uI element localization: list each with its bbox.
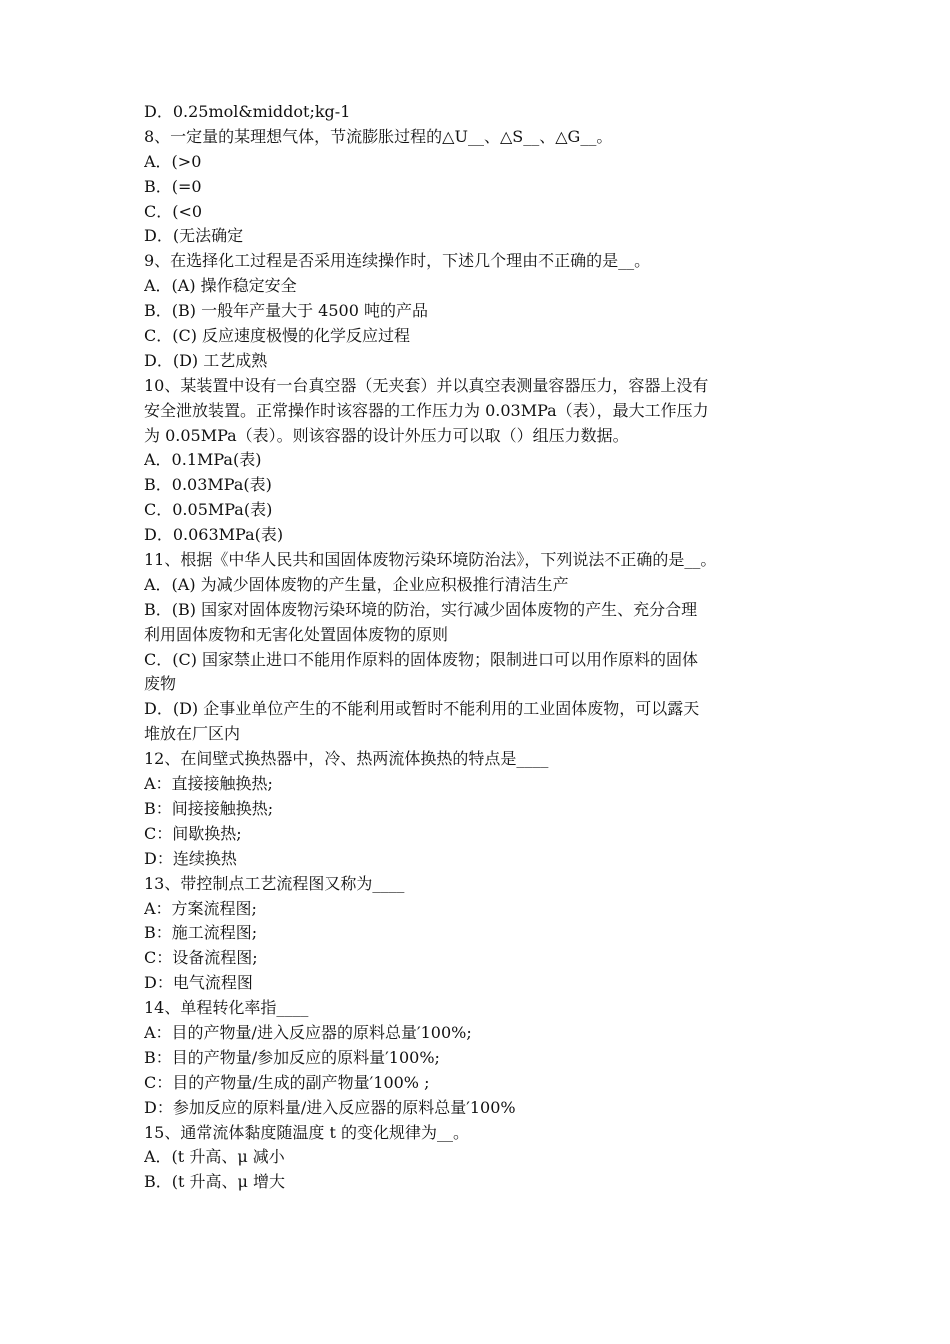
question-13: 13、带控制点工艺流程图又称为____ bbox=[144, 873, 405, 893]
option-line: B．(=0 bbox=[144, 176, 202, 196]
option-line: A．0.1MPa(表) bbox=[144, 450, 262, 470]
option-line: D．(D) 工艺成熟 bbox=[144, 350, 268, 370]
option-line: B：间接接触换热; bbox=[144, 798, 274, 818]
question-14: 14、单程转化率指____ bbox=[144, 998, 309, 1018]
question-9: 9、在选择化工过程是否采用连续操作时，下述几个理由不正确的是__。 bbox=[144, 251, 651, 271]
option-line: A．(A) 操作稳定安全 bbox=[144, 276, 297, 296]
option-line: B：施工流程图; bbox=[144, 923, 258, 943]
option-line-cont: 利用固体废物和无害化处置固体废物的原则 bbox=[144, 624, 449, 644]
option-line: C．(C) 国家禁止进口不能用作原料的固体废物；限制进口可以用作原料的固体 bbox=[144, 649, 699, 669]
option-line: B．0.03MPa(表) bbox=[144, 475, 272, 495]
option-line: C：间歇换热; bbox=[144, 823, 242, 843]
text-line: D．0.25mol&middot;kg-1 bbox=[144, 102, 351, 121]
question-15: 15、通常流体黏度随温度 t 的变化规律为__。 bbox=[144, 1122, 469, 1142]
option-line: D：电气流程图 bbox=[144, 973, 253, 993]
option-line: A．(>0 bbox=[144, 151, 202, 171]
document-body bbox=[144, 100, 819, 1195]
option-line: D：参加反应的原料量/进入反应器的原料总量′100% bbox=[144, 1097, 516, 1117]
option-line: B．(t 升高、μ 增大 bbox=[144, 1172, 286, 1192]
option-line: A：目的产物量/进入反应器的原料总量′100%; bbox=[144, 1022, 472, 1042]
question-10-cont: 安全泄放装置。正常操作时该容器的工作压力为 0.03MPa（表），最大工作压力 bbox=[144, 400, 709, 420]
option-line: B：目的产物量/参加反应的原料量′100%; bbox=[144, 1047, 440, 1067]
option-line: C．(C) 反应速度极慢的化学反应过程 bbox=[144, 326, 411, 346]
option-line-cont: 废物 bbox=[144, 674, 177, 694]
question-11: 11、根据《中华人民共和国固体废物污染环境防治法》，下列说法不正确的是__。 bbox=[144, 550, 717, 570]
option-line: B．(B) 国家对固体废物污染环境的防治，实行减少固体废物的产生、充分合理 bbox=[144, 599, 698, 619]
option-line: B．(B) 一般年产量大于 4500 吨的产品 bbox=[144, 301, 428, 321]
option-line: C．0.05MPa(表) bbox=[144, 500, 273, 520]
option-line: A．(A) 为减少固体废物的产生量，企业应积极推行清洁生产 bbox=[144, 574, 569, 594]
option-line: C：设备流程图; bbox=[144, 948, 258, 968]
option-line: D：连续换热 bbox=[144, 848, 237, 868]
option-line: A：方案流程图; bbox=[144, 898, 257, 918]
question-12: 12、在间壁式换热器中，冷、热两流体换热的特点是____ bbox=[144, 749, 549, 769]
option-line: C．(<0 bbox=[144, 201, 203, 221]
question-8: 8、一定量的某理想气体，节流膨胀过程的△U__、△S__、△G__。 bbox=[144, 126, 613, 146]
option-line-cont: 堆放在厂区内 bbox=[144, 724, 241, 744]
option-line: D．0.063MPa(表) bbox=[144, 525, 284, 545]
option-line: C：目的产物量/生成的副产物量′100% ; bbox=[144, 1072, 430, 1092]
question-10-cont: 为 0.05MPa（表）。则该容器的设计外压力可以取（）组压力数据。 bbox=[144, 425, 629, 445]
option-line: D．(D) 企事业单位产生的不能利用或暂时不能利用的工业固体废物，可以露天 bbox=[144, 699, 700, 719]
option-line: A：直接接触换热; bbox=[144, 774, 273, 794]
option-line: A．(t 升高、μ 减小 bbox=[144, 1147, 285, 1167]
question-10: 10、某装置中设有一台真空器（无夹套）并以真空表测量容器压力，容器上没有 bbox=[144, 375, 709, 395]
option-line: D．(无法确定 bbox=[144, 226, 244, 246]
